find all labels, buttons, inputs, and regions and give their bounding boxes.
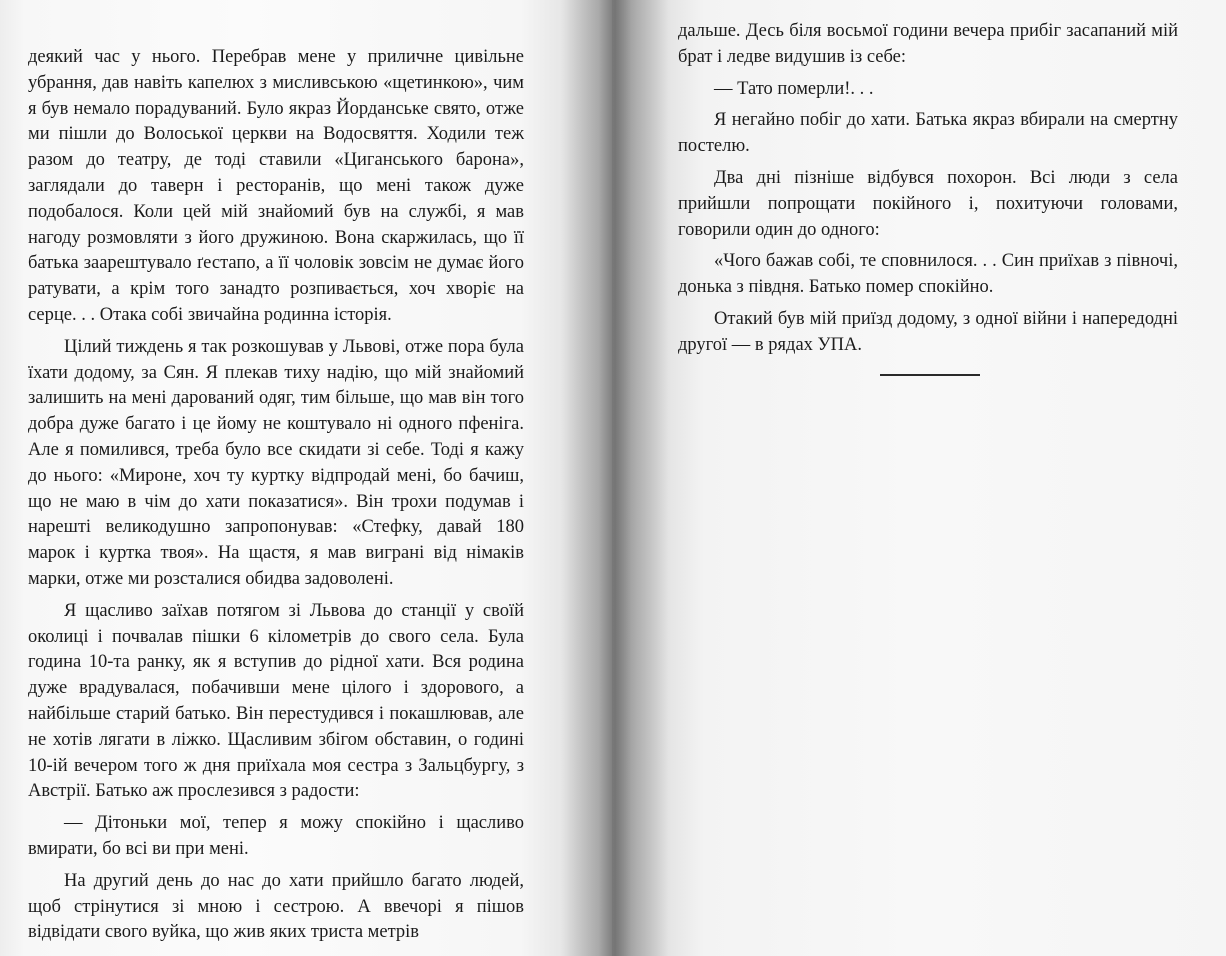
paragraph: «Чого бажав собі, те сповнилося. . . Син приїхав з півночі, донька з півдня. Батько помер спокійно. bbox=[678, 251, 1178, 298]
paragraph: деякий час у нього. Перебрав мене у приличне цивільне убрання, дав навіть капелюх з мисливською «щетинкою», чим я був немало порадуваний. Було якраз Йорданське свято, отже ми пішли до Волоської церкви на Водосвяття. Ходили теж разом до театру, де тоді ставили «Циганського барона», заглядали до таверн і ресторанів, що мені також дуже подобалося. Коли цей мій знайомий був на службі, я мав нагоду розмовляти з його дружиною. Вона скаржилась, що її батька заарештувало ґестапо, а її чоловік зовсім не думає його ратувати, а крім того занадто розпивається, хоч хворіє на серце. . . Отака собі звичайна родинна історія. bbox=[28, 47, 524, 325]
paragraph: На другий день до нас до хати прийшло багато людей, щоб стрінутися зі мною і сестрою. А ввечорі я пішов відвідати свого вуйка, що жив яких триста метрів bbox=[28, 870, 524, 943]
paragraph: — Дітоньки мої, тепер я можу спокійно і щасливо вмирати, бо всі ви при мені. bbox=[28, 813, 524, 859]
paragraph: Отакий був мій приїзд додому, з одної війни і напередодні другої — в рядах УПА. bbox=[678, 308, 1178, 355]
paragraph: Я щасливо заїхав потягом зі Львова до станції у своїй околиці і почвалав пішки 6 кілометрів до свого села. Була година 10-та ранку, як я вступив до рідної хати. Вся родина дуже врадувалася, побачивши мене цілого і здорового, а найбільше старий батько. Він перестудився і покашлював, але не хотів лягати в ліжко. Щасливим збігом обставин, о годині 10-ій вечером того ж дня приїхала моя сестра з Зальцбургу, з Австрії. Батько аж прослезився з радости: bbox=[28, 600, 524, 802]
paragraph: — Тато померли!. . . bbox=[714, 78, 874, 99]
section-end-rule bbox=[880, 374, 980, 376]
paragraph: Два дні пізніше відбувся похорон. Всі люди з села прийшли попрощати покійного і, похитуючи головами, говорили один до одного: bbox=[678, 167, 1178, 240]
paragraph: дальше. Десь біля восьмої години вечера прибіг засапаний мій брат і ледве видушив із себе: bbox=[678, 21, 1178, 67]
book-gutter-shadow bbox=[560, 0, 670, 956]
left-page-text bbox=[28, 45, 524, 952]
right-page-text bbox=[678, 19, 1178, 365]
paragraph: Я негайно побіг до хати. Батька якраз вбирали на смертну постелю. bbox=[678, 110, 1178, 157]
paragraph: Цілий тиждень я так розкошував у Львові, отже пора була їхати додому, за Сян. Я плекав тиху надію, що мій знайомий залишить на мені дарований одяг, тим більше, що мав він того добра дуже багато і це йому не коштувало ні одного пфеніга. Але я помилився, треба було все скидати зі себе. Тоді я кажу до нього: «Мироне, хоч ту куртку відпродай мені, бо бачиш, що не маю в чім до хати показатися». Він трохи подумав і нарешті великодушно запропонував: «Стефку, давай 180 марок і куртка твоя». На щастя, я мав виграні від німаків марки, отже ми розсталися обидва задоволені. bbox=[28, 336, 524, 589]
